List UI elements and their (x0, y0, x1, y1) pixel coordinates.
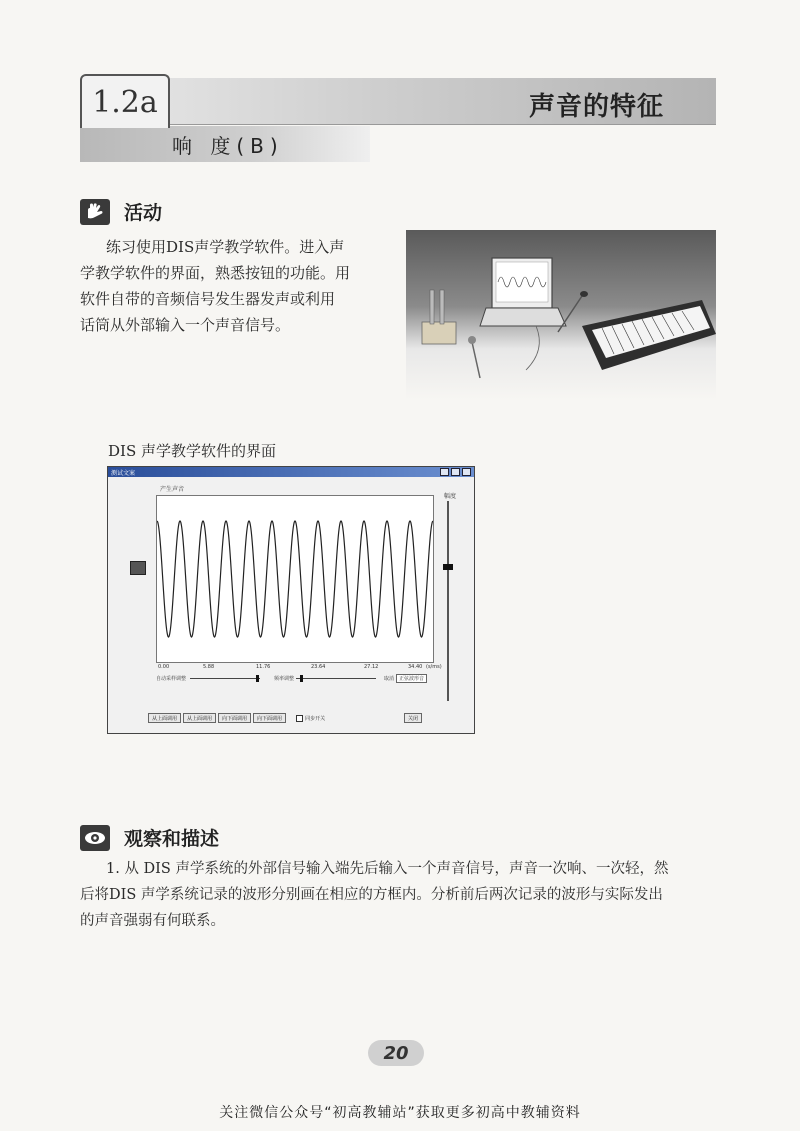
waveform-line (157, 521, 433, 637)
x-tick: 34.40 (408, 664, 423, 670)
x-tick: 5.88 (203, 664, 215, 670)
sample-slider[interactable] (190, 678, 260, 679)
frequency-slider-knob[interactable] (300, 675, 303, 682)
frequency-label: 频率调整 (274, 676, 295, 682)
activity-line: 练习使用DIS声学教学软件。进入声 (106, 238, 345, 256)
observe-heading (80, 824, 219, 851)
sample-slider-knob[interactable] (256, 675, 259, 682)
x-tick: 27.12 (364, 664, 379, 670)
auto-sample-label: 自动采样调整 (156, 676, 187, 682)
amplitude-slider-track[interactable] (447, 501, 449, 701)
sine-waveform (157, 496, 433, 662)
minimize-icon[interactable] (440, 468, 449, 476)
window-title: 测试文案 (111, 469, 136, 477)
observe-text (80, 856, 720, 934)
activity-heading-text: 活动 (124, 202, 163, 224)
waveform-type-select[interactable]: 正弦波形音 (396, 674, 427, 683)
control-row (156, 675, 436, 685)
footer-note: 关注微信公众号“初高教辅站”获取更多初高中教辅资料 (219, 1105, 581, 1121)
load-above-button[interactable]: 从上面调用 (148, 713, 181, 723)
amplitude-slider-knob[interactable] (443, 564, 453, 570)
plot-label: 产生声音 (160, 486, 185, 493)
close-button[interactable]: 关闭 (404, 713, 422, 723)
section-number: 1.2a (80, 74, 170, 128)
eye-icon (80, 825, 110, 851)
x-tick: 23.64 (311, 664, 326, 670)
software-window (107, 466, 475, 734)
page-number: 20 (368, 1040, 424, 1066)
observe-line: 后将DIS 声学系统记录的波形分别画在相应的方框内。分析前后两次记录的波形与实际发出 (80, 887, 663, 903)
x-tick: 0.00 (158, 664, 170, 670)
sync-checkbox[interactable] (296, 713, 325, 723)
chapter-banner (80, 74, 716, 162)
activity-heading (80, 198, 162, 225)
x-tick: 11.76 (256, 664, 271, 670)
equipment-photo (406, 230, 716, 400)
close-icon[interactable] (462, 468, 471, 476)
activity-line: 话筒从外部输入一个声音信号。 (80, 316, 291, 334)
play-pause-button[interactable] (130, 561, 146, 575)
checkbox-box[interactable] (296, 715, 303, 722)
x-tick-unit: (s/ms) (426, 664, 442, 670)
activity-line: 学教学软件的界面，熟悉按钮的功能。用 (80, 264, 351, 282)
maximize-icon[interactable] (451, 468, 460, 476)
figure-caption: DIS 声学教学软件的界面 (108, 442, 276, 460)
lesson-subtitle: 响 度(B) (172, 134, 284, 158)
observe-heading-text: 观察和描述 (124, 828, 220, 850)
observe-line: 1. 从 DIS 声学系统的外部信号输入端先后输入一个声音信号，声音一次响、一次轻，然 (106, 861, 669, 877)
waveform-type-label: 取消 (384, 676, 395, 682)
load-above-button-2[interactable]: 从上面调用 (183, 713, 216, 723)
sync-checkbox-label: 同步开关 (305, 715, 326, 722)
window-titlebar (108, 467, 474, 477)
observe-line: 的声音强弱有何联系。 (80, 913, 225, 929)
load-below-button[interactable]: 向下面调用 (218, 713, 251, 723)
chapter-title: 声音的特征 (528, 92, 664, 122)
waveform-plot (156, 495, 434, 663)
load-below-button-2[interactable]: 向下面调用 (253, 713, 286, 723)
activity-line: 软件自带的音频信号发生器发声或利用 (80, 290, 336, 308)
window-button-row (148, 713, 325, 723)
frequency-slider[interactable] (296, 678, 376, 679)
amplitude-label: 幅度 (444, 493, 457, 500)
activity-text (80, 234, 380, 338)
hand-icon (80, 199, 110, 225)
